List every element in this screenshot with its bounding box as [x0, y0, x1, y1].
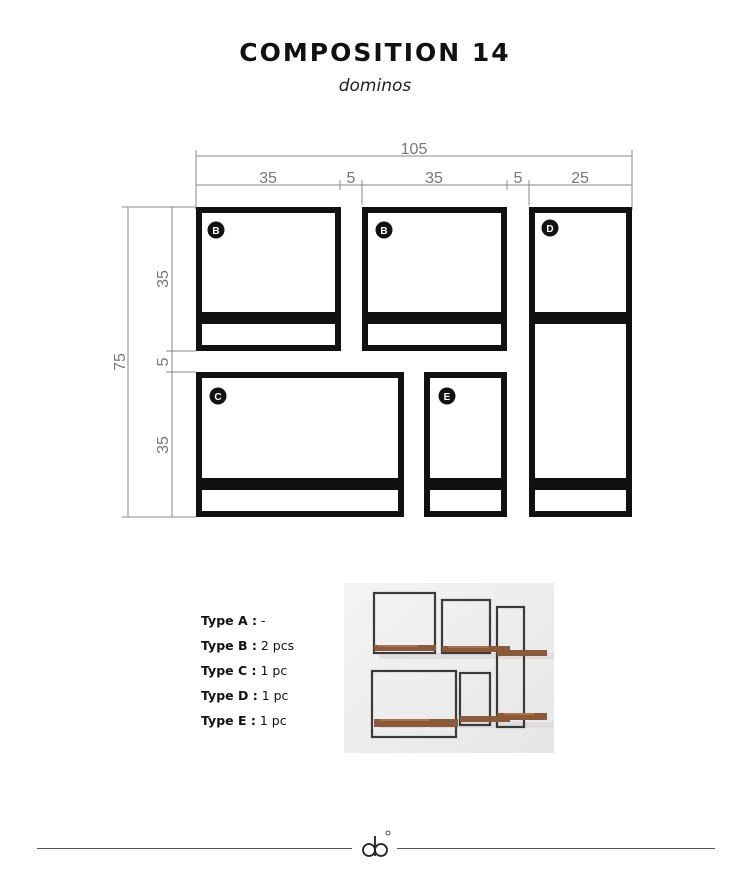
- type-label: Type C :: [201, 663, 257, 678]
- db-logo-icon: [360, 830, 394, 862]
- dim-row-2: 5: [155, 357, 172, 367]
- type-count: -: [260, 613, 266, 628]
- module-badge-b2: [376, 222, 393, 239]
- page-subtitle: dominos: [338, 76, 412, 96]
- page-title: COMPOSITION 14: [239, 38, 511, 67]
- type-list: [201, 612, 294, 737]
- dim-segment-3: 35: [425, 170, 443, 187]
- dim-row-1: 35: [155, 270, 172, 288]
- shelf: [362, 312, 507, 324]
- badge-label: B: [212, 226, 220, 237]
- badge-label: B: [380, 226, 388, 237]
- type-label: Type A :: [201, 613, 257, 628]
- dim-segment-4: 5: [513, 170, 523, 187]
- module-shelves: [196, 312, 632, 490]
- badge-label: C: [214, 392, 222, 403]
- dim-total-width: 105: [400, 141, 428, 158]
- type-count: 1 pc: [260, 663, 288, 678]
- badge-label: D: [546, 224, 554, 235]
- wood-highlight: [448, 646, 488, 648]
- type-row-a: [201, 612, 294, 637]
- badge-label: E: [443, 392, 451, 403]
- module-badge-b1: [208, 222, 225, 239]
- product-photo: [344, 583, 554, 753]
- module-badge-c: [210, 388, 227, 405]
- type-row-e: [201, 712, 294, 737]
- type-count: 1 pc: [259, 713, 287, 728]
- registered-mark: [386, 831, 390, 835]
- type-count: 1 pc: [261, 688, 289, 703]
- shelf: [529, 312, 632, 324]
- type-row-d: [201, 687, 294, 712]
- wood-highlight: [504, 713, 534, 715]
- shelf: [424, 478, 507, 490]
- type-label: Type E :: [201, 713, 256, 728]
- type-label: Type B :: [201, 638, 257, 653]
- type-label: Type D :: [201, 688, 258, 703]
- type-count: 2 pcs: [260, 638, 295, 653]
- dim-total-height: 75: [112, 353, 129, 371]
- wood-shelf: [497, 650, 547, 656]
- dim-row-3: 35: [155, 436, 172, 454]
- module-c-frame: [199, 375, 401, 514]
- dim-segment-2: 5: [346, 170, 356, 187]
- footer-divider-right: [397, 848, 715, 849]
- module-frames: [199, 210, 629, 514]
- module-d-frame: [532, 210, 629, 514]
- wood-highlight: [378, 645, 418, 647]
- type-row-c: [201, 662, 294, 687]
- module-badge-d: [542, 220, 559, 237]
- shelf: [529, 478, 632, 490]
- shelf: [196, 312, 341, 324]
- type-row-b: [201, 637, 294, 662]
- shelf: [196, 478, 404, 490]
- dim-segment-5: 25: [571, 170, 589, 187]
- wood-highlight: [380, 719, 430, 721]
- module-badge-e: [439, 388, 456, 405]
- logo-mark: [363, 836, 387, 856]
- dim-segment-1: 35: [259, 170, 277, 187]
- footer-divider-left: [37, 848, 352, 849]
